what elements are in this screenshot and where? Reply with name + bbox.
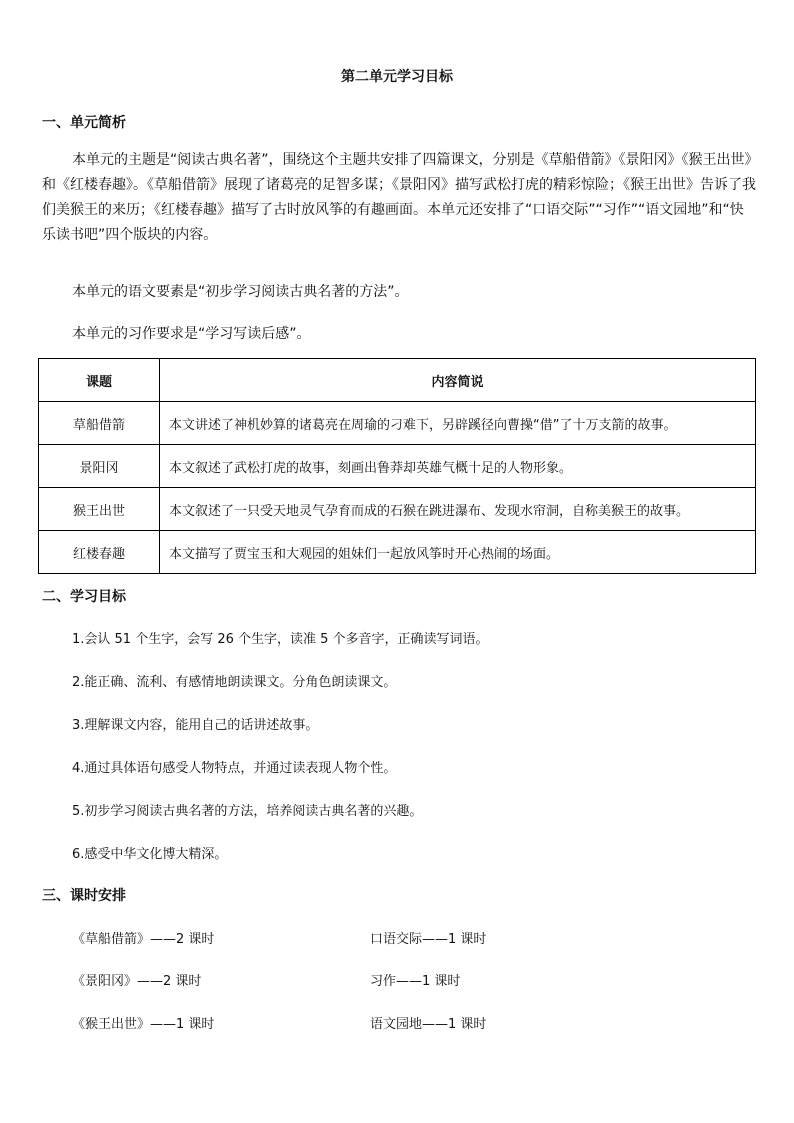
table-header-row xyxy=(39,359,756,402)
lesson-title: 草船借箭 xyxy=(39,402,160,445)
lesson-title: 景阳冈 xyxy=(39,445,160,488)
goal-item: 4.通过具体语句感受人物特点，并通过读表现人物个性。 xyxy=(72,761,397,776)
lesson-title: 红楼春趣 xyxy=(39,531,160,574)
analysis-paragraph: 本单元的主题是“阅读古典名著”，围绕这个主题共安排了四篇课文，分别是《草船借箭》《景阳冈》《猴王出世》和《红楼春趣》。《草船借箭》展现了诸葛亮的足智多谋；《景阳冈》描写武松打虎的精彩惊险；《猴王出世》告诉了我们美猴王的来历；《红楼春趣》描写了古时放风筝的有趣画面。本单元还安排了“口语交际”“习作”“语文园地”和“快乐读书吧”四个版块的内容。 xyxy=(42,152,756,243)
table-header-summary: 内容简说 xyxy=(160,359,756,402)
goal-item: 3.理解课文内容，能用自己的话讲述故事。 xyxy=(72,718,319,733)
section-heading-analysis: 一、单元简析 xyxy=(42,115,126,131)
language-element-paragraph: 本单元的语文要素是“初步学习阅读古典名著的方法”。 xyxy=(72,284,409,300)
writing-requirement-paragraph: 本单元的习作要求是“学习写读后感”。 xyxy=(72,326,311,342)
table-row xyxy=(39,402,756,445)
table-row xyxy=(39,445,756,488)
schedule-item: 口语交际——1 课时 xyxy=(370,932,487,947)
schedule-item: 《景阳冈》——2 课时 xyxy=(72,974,202,989)
goal-item: 1.会认 51 个生字，会写 26 个生字，读准 5 个多音字，正确读写词语。 xyxy=(72,632,489,647)
table-row xyxy=(39,488,756,531)
section-heading-schedule: 三、课时安排 xyxy=(42,888,126,904)
lesson-summary: 本文描写了贾宝玉和大观园的姐妹们一起放风筝时开心热闹的场面。 xyxy=(160,531,756,574)
goal-item: 2.能正确、流利、有感情地朗读课文。分角色朗读课文。 xyxy=(72,675,397,690)
table-header-title: 课题 xyxy=(39,359,160,402)
lesson-summary: 本文叙述了武松打虎的故事，刻画出鲁莽却英雄气概十足的人物形象。 xyxy=(160,445,756,488)
table-row xyxy=(39,531,756,574)
schedule-item: 《草船借箭》——2 课时 xyxy=(72,932,215,947)
lesson-summary: 本文叙述了一只受天地灵气孕育而成的石猴在跳进瀑布、发现水帘洞，自称美猴王的故事。 xyxy=(160,488,756,531)
section-heading-goals: 二、学习目标 xyxy=(42,589,126,605)
lesson-summary: 本文讲述了神机妙算的诸葛亮在周瑜的刁难下，另辟蹊径向曹操“借”了十万支箭的故事。 xyxy=(160,402,756,445)
goal-item: 5.初步学习阅读古典名著的方法，培养阅读古典名著的兴趣。 xyxy=(72,804,423,819)
goal-item: 6.感受中华文化博大精深。 xyxy=(72,847,228,862)
lesson-title: 猴王出世 xyxy=(39,488,160,531)
schedule-item: 《猴王出世》——1 课时 xyxy=(72,1017,215,1032)
schedule-item: 语文园地——1 课时 xyxy=(370,1017,487,1032)
page-title: 第二单元学习目标 xyxy=(341,69,453,85)
lesson-table xyxy=(38,358,756,574)
schedule-item: 习作——1 课时 xyxy=(370,974,461,989)
